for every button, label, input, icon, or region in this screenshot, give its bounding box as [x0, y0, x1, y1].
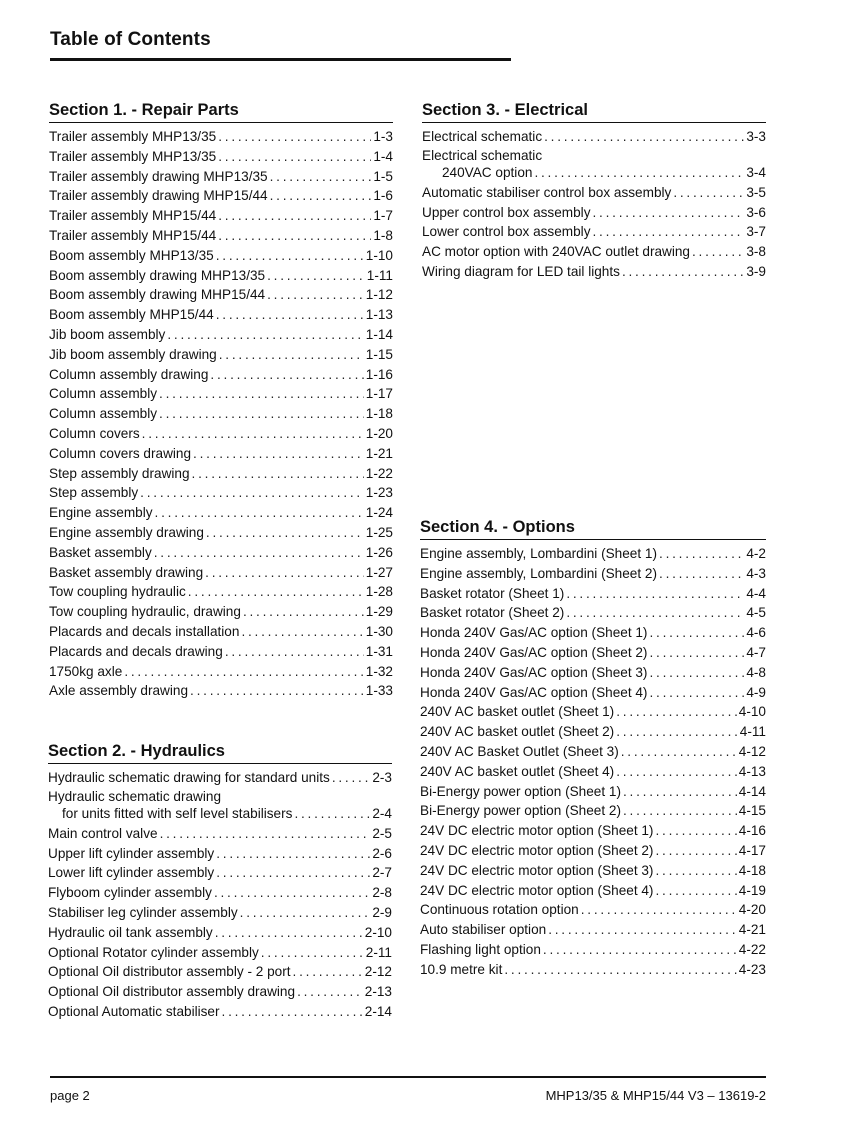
dot-leader [621, 742, 737, 762]
toc-entry[interactable] [48, 768, 392, 788]
toc-entry-title: Boom assembly MHP13/35 [49, 247, 214, 263]
toc-entry[interactable] [48, 903, 392, 923]
toc-entry[interactable] [49, 622, 393, 642]
toc-entry-title: 24V DC electric motor option (Sheet 1) [420, 823, 654, 839]
section-heading: Section 3. - Electrical [422, 101, 766, 123]
toc-entry[interactable] [422, 183, 766, 203]
toc-entry-page: 4-16 [738, 823, 766, 839]
toc-entry-title: Boom assembly MHP15/44 [49, 307, 214, 323]
toc-entry-title: Bi-Energy power option (Sheet 2) [420, 803, 621, 819]
dot-leader [159, 384, 364, 404]
toc-entry-subtitle: for units fitted with self level stabilisers [62, 805, 293, 821]
dot-leader [655, 881, 736, 901]
toc-entry[interactable] [422, 127, 766, 147]
toc-entry-page: 4-12 [738, 743, 766, 759]
dot-leader [593, 203, 745, 223]
toc-entry-page: 4-3 [746, 565, 766, 581]
dot-leader [673, 183, 744, 203]
dot-leader [216, 305, 364, 325]
toc-entry[interactable] [49, 365, 393, 385]
toc-entry-title: Boom assembly drawing MHP13/35 [49, 267, 266, 283]
toc-entry[interactable] [420, 702, 766, 722]
toc-entry[interactable] [422, 242, 766, 262]
toc-entry-page: 4-20 [738, 902, 766, 918]
dot-leader [332, 768, 371, 788]
toc-entry-title: Trailer assembly MHP13/35 [49, 129, 217, 144]
toc-entry[interactable] [48, 863, 392, 883]
dot-leader [659, 544, 744, 564]
toc-entry-title: Basket assembly drawing [49, 564, 204, 580]
toc-entry-page: 1-21 [365, 445, 393, 461]
dot-leader [167, 325, 363, 345]
toc-entry-page: 1-7 [373, 208, 393, 224]
toc-entry-title: Honda 240V Gas/AC option (Sheet 2) [420, 644, 648, 660]
toc-entry[interactable] [420, 584, 766, 604]
toc-entry[interactable] [422, 222, 766, 242]
dot-leader [215, 923, 363, 943]
toc-entry[interactable] [420, 623, 766, 643]
toc-entry-title: Auto stabiliser option [420, 922, 547, 938]
toc-entry[interactable] [420, 801, 766, 821]
toc-entry-page: 2-7 [372, 865, 392, 881]
toc-entry-page: 1-13 [365, 307, 393, 323]
title-rule [50, 58, 511, 61]
toc-entry-page: 1-30 [365, 623, 393, 639]
toc-entry-page: 1-20 [365, 425, 393, 441]
dot-leader [270, 167, 372, 187]
toc-entry-page: 4-5 [746, 605, 766, 621]
dot-leader [210, 365, 363, 385]
toc-entry-title: Wiring diagram for LED tail lights [422, 263, 620, 279]
toc-entry-page: 1-6 [373, 188, 393, 204]
dot-leader [566, 603, 744, 623]
toc-entry-title: Flyboom cylinder assembly [48, 885, 212, 901]
page-number: page 2 [50, 1088, 90, 1103]
toc-entry-title: Column assembly [49, 386, 158, 402]
toc-entry[interactable] [420, 663, 766, 683]
dot-leader [216, 844, 370, 864]
footer-rule [50, 1076, 766, 1078]
toc-entry-title: Trailer assembly MHP15/44 [49, 208, 217, 224]
toc-entry-title: Optional Oil distributor assembly drawing [48, 984, 296, 1000]
dot-leader [205, 563, 364, 583]
toc-entry-title: Upper lift cylinder assembly [48, 845, 215, 861]
toc-entry[interactable] [49, 662, 393, 682]
dot-leader [267, 285, 364, 305]
toc-entry-page: 1-28 [365, 584, 393, 600]
toc-entry-title: Column assembly drawing [49, 366, 209, 382]
toc-entry-page: 1-11 [366, 267, 393, 283]
dot-leader [659, 564, 744, 584]
toc-entry[interactable] [49, 681, 393, 701]
toc-entry-page: 4-21 [738, 922, 766, 938]
dot-leader [581, 900, 737, 920]
toc-entry-title: 24V DC electric motor option (Sheet 3) [420, 862, 654, 878]
dot-leader [218, 147, 371, 167]
toc-entry-page: 3-4 [746, 164, 766, 180]
toc-entry[interactable] [420, 841, 766, 861]
dot-leader [649, 683, 744, 703]
toc-entry-title: Engine assembly, Lombardini (Sheet 1) [420, 546, 658, 561]
toc-entry[interactable] [420, 900, 766, 920]
toc-entry[interactable] [49, 246, 393, 266]
document-id: MHP13/35 & MHP15/44 V3 – 13619-2 [545, 1088, 766, 1103]
toc-entry[interactable] [49, 345, 393, 365]
dot-leader [159, 404, 364, 424]
toc-entry-page: 2-4 [372, 805, 392, 821]
toc-entry-page: 4-17 [738, 842, 766, 858]
dot-leader [124, 662, 363, 682]
dot-leader [293, 962, 363, 982]
dot-leader [543, 940, 737, 960]
toc-entry[interactable] [49, 444, 393, 464]
toc-entry-page: 1-26 [365, 544, 393, 560]
toc-entry-title: 240V AC basket outlet (Sheet 4) [420, 763, 615, 779]
toc-entry-title: Bi-Energy power option (Sheet 1) [420, 783, 621, 799]
toc-entry-title: Trailer assembly drawing MHP13/35 [49, 168, 268, 184]
toc-entry-page: 2-5 [372, 825, 392, 841]
toc-entry-page: 1-24 [365, 505, 393, 521]
toc-entry-title: Trailer assembly drawing MHP15/44 [49, 188, 268, 204]
dot-leader [154, 543, 364, 563]
toc-entry[interactable] [49, 147, 393, 167]
toc-entry[interactable] [49, 186, 393, 206]
toc-entry-page: 4-6 [746, 625, 766, 641]
dot-leader [655, 841, 736, 861]
toc-entry[interactable] [49, 582, 393, 602]
toc-entry-title: 10.9 metre kit [420, 961, 503, 977]
toc-entry-title: Hydraulic schematic drawing [48, 788, 222, 804]
toc-entry-page: 1-16 [365, 366, 393, 382]
dot-leader [261, 943, 364, 963]
toc-entry[interactable] [49, 464, 393, 484]
toc-entry-title: Column covers drawing [49, 445, 192, 461]
toc-entry-page: 4-22 [738, 941, 766, 957]
dot-leader [267, 266, 365, 286]
toc-entry[interactable] [49, 305, 393, 325]
dot-leader [270, 186, 372, 206]
dot-leader [219, 345, 364, 365]
toc-entry-page: 3-8 [746, 244, 766, 260]
dot-leader [622, 262, 744, 282]
toc-entry-title: Flashing light option [420, 941, 541, 957]
toc-entry[interactable] [422, 203, 766, 223]
dot-leader [142, 424, 364, 444]
toc-entry[interactable] [420, 782, 766, 802]
toc-entry-title: Hydraulic oil tank assembly [48, 924, 213, 940]
dot-leader [140, 483, 364, 503]
dot-leader [216, 246, 364, 266]
toc-entry[interactable] [49, 503, 393, 523]
dot-leader [241, 622, 363, 642]
toc-entry-title: 1750kg axle [49, 663, 123, 679]
dot-leader [692, 242, 744, 262]
toc-entry-page: 4-7 [746, 644, 766, 660]
dot-leader [188, 582, 364, 602]
toc-entry[interactable] [49, 167, 393, 187]
toc-entry-page: 1-31 [365, 643, 393, 659]
toc-entry-title: Automatic stabiliser control box assembly [422, 184, 672, 200]
toc-entry[interactable] [49, 325, 393, 345]
toc-entry[interactable] [422, 147, 766, 183]
dot-leader [593, 222, 745, 242]
toc-entry[interactable] [48, 962, 392, 982]
toc-entry[interactable] [420, 564, 766, 584]
toc-entry[interactable] [49, 563, 393, 583]
toc-entry[interactable] [49, 424, 393, 444]
page-title: Table of Contents [50, 29, 211, 50]
toc-entry[interactable] [420, 960, 766, 980]
toc-entry-title: Lower control box assembly [422, 224, 591, 240]
toc-entry-title: Main control valve [48, 825, 158, 841]
toc-entry[interactable] [48, 824, 392, 844]
toc-entry-page: 1-8 [373, 227, 393, 243]
toc-entry-page: 1-4 [373, 148, 393, 164]
toc-entry-page: 3-5 [746, 184, 766, 200]
dot-leader [243, 602, 364, 622]
dot-leader [616, 762, 737, 782]
toc-entry-page: 4-23 [738, 961, 766, 977]
toc-entry-page: 3-7 [746, 224, 766, 240]
toc-entry[interactable] [49, 226, 393, 246]
toc-entry-page: 2-6 [372, 845, 392, 861]
toc-entry-title: Basket assembly [49, 544, 152, 560]
dot-leader [240, 903, 371, 923]
toc-entry-page: 1-25 [365, 524, 393, 540]
toc-entry-page: 2-10 [364, 924, 392, 940]
dot-leader [655, 821, 736, 841]
toc-entry-title: Optional Rotator cylinder assembly [48, 944, 259, 960]
toc-entry-page: 4-19 [738, 882, 766, 898]
toc-entry[interactable] [48, 1002, 392, 1022]
toc-entry[interactable] [49, 602, 393, 622]
toc-entry-subtitle: 240VAC option [442, 164, 533, 180]
toc-entry-title: Jib boom assembly drawing [49, 346, 217, 362]
toc-entry[interactable] [49, 642, 393, 662]
dot-leader [616, 702, 737, 722]
dot-leader [616, 722, 738, 742]
toc-entry[interactable] [420, 544, 766, 564]
toc-entry[interactable] [420, 881, 766, 901]
toc-entry[interactable] [49, 285, 393, 305]
toc-entry[interactable] [48, 923, 392, 943]
toc-entry[interactable] [420, 920, 766, 940]
toc-entry-title: Hydraulic schematic drawing for standard units [48, 770, 330, 785]
toc-entry[interactable] [49, 384, 393, 404]
toc-entry-title: Engine assembly, Lombardini (Sheet 2) [420, 565, 658, 581]
toc-entry-title: Tow coupling hydraulic, drawing [49, 604, 241, 620]
section-repair-parts [49, 101, 393, 701]
toc-entry[interactable] [420, 821, 766, 841]
toc-entry-title: Trailer assembly MHP15/44 [49, 227, 217, 243]
toc-entry-page: 1-22 [365, 465, 393, 481]
toc-entry[interactable] [420, 722, 766, 742]
toc-entry-page: 1-3 [373, 129, 393, 144]
dot-leader [218, 206, 371, 226]
toc-entry-title: Engine assembly [49, 505, 153, 521]
dot-leader [206, 523, 364, 543]
toc-entry-title: Engine assembly drawing [49, 524, 204, 540]
toc-entry-title: Optional Oil distributor assembly - 2 port [48, 964, 291, 980]
toc-entry-page: 1-23 [365, 485, 393, 501]
dot-leader [214, 883, 370, 903]
toc-entry-title: 240V AC Basket Outlet (Sheet 3) [420, 743, 619, 759]
toc-entry-title: Stabiliser leg cylinder assembly [48, 904, 238, 920]
toc-entry-page: 1-12 [365, 287, 393, 303]
toc-entry-page: 1-10 [365, 247, 393, 263]
section-heading: Section 1. - Repair Parts [49, 101, 393, 123]
toc-entry-page: 2-11 [365, 944, 392, 960]
toc-entry-page: 2-8 [372, 885, 392, 901]
dot-leader [548, 920, 737, 940]
toc-entry-page: 1-15 [365, 346, 393, 362]
toc-entry[interactable] [420, 742, 766, 762]
dot-leader [218, 226, 371, 246]
toc-entry-title: Axle assembly drawing [49, 683, 189, 699]
toc-entry-title: Upper control box assembly [422, 204, 591, 220]
toc-entry-title: Step assembly [49, 485, 139, 501]
toc-entry-page: 3-6 [746, 204, 766, 220]
dot-leader [649, 623, 744, 643]
toc-entry-page: 4-11 [739, 724, 766, 740]
dot-leader [222, 1002, 363, 1022]
dot-leader [190, 681, 364, 701]
toc-entry[interactable] [48, 788, 392, 824]
toc-entry-page: 1-5 [373, 168, 393, 184]
toc-entry[interactable] [420, 643, 766, 663]
toc-entry-page: 2-14 [364, 1003, 392, 1019]
toc-entry[interactable] [420, 762, 766, 782]
toc-entry-page: 4-18 [738, 862, 766, 878]
toc-entry-page: 1-29 [365, 604, 393, 620]
dot-leader [192, 464, 364, 484]
toc-entry-title: Continuous rotation option [420, 902, 579, 918]
toc-entry-title: Lower lift cylinder assembly [48, 865, 215, 881]
section-options [420, 518, 766, 980]
dot-leader [216, 863, 370, 883]
toc-entry-page: 2-3 [372, 770, 392, 785]
toc-entry-page: 4-14 [738, 783, 766, 799]
toc-entry[interactable] [48, 883, 392, 903]
toc-entry-title: Honda 240V Gas/AC option (Sheet 4) [420, 684, 648, 700]
toc-entry[interactable] [49, 266, 393, 286]
toc-entry-page: 4-15 [738, 803, 766, 819]
toc-entry-page: 4-13 [738, 763, 766, 779]
toc-entry[interactable] [49, 483, 393, 503]
toc-entry[interactable] [422, 262, 766, 282]
toc-entry-title: Basket rotator (Sheet 1) [420, 585, 565, 601]
toc-entry-title: Honda 240V Gas/AC option (Sheet 1) [420, 625, 648, 641]
dot-leader [534, 164, 744, 181]
toc-entry-title: Column assembly [49, 406, 158, 422]
toc-entry[interactable] [420, 683, 766, 703]
dot-leader [218, 127, 371, 147]
toc-entry-page: 1-14 [365, 326, 393, 342]
toc-entry-page: 4-4 [746, 585, 766, 601]
toc-entry-page: 3-3 [746, 129, 766, 144]
toc-entry-page: 4-9 [746, 684, 766, 700]
dot-leader [155, 503, 364, 523]
toc-entry-title: Placards and decals drawing [49, 643, 223, 659]
toc-entry-page: 1-33 [365, 683, 393, 699]
toc-entry-title: Placards and decals installation [49, 623, 240, 639]
dot-leader [544, 127, 744, 147]
section-hydraulics [48, 742, 392, 1022]
toc-entry[interactable] [420, 603, 766, 623]
section-electrical [422, 101, 766, 282]
toc-entry[interactable] [48, 844, 392, 864]
dot-leader [649, 643, 744, 663]
toc-entry-title: Step assembly drawing [49, 465, 190, 481]
toc-entry[interactable] [49, 523, 393, 543]
toc-entry-title: 240V AC basket outlet (Sheet 1) [420, 704, 615, 720]
toc-entry-title: 240V AC basket outlet (Sheet 2) [420, 724, 615, 740]
toc-entry-title: 24V DC electric motor option (Sheet 4) [420, 882, 654, 898]
dot-leader [566, 584, 744, 604]
toc-entry-title: 24V DC electric motor option (Sheet 2) [420, 842, 654, 858]
dot-leader [649, 663, 744, 683]
toc-entry-page: 4-10 [738, 704, 766, 720]
dot-leader [193, 444, 364, 464]
toc-entry-title: AC motor option with 240VAC outlet drawing [422, 244, 690, 260]
toc-entry-page: 4-8 [746, 664, 766, 680]
toc-entry-page: 2-12 [364, 964, 392, 980]
toc-entry-title: Trailer assembly MHP13/35 [49, 148, 217, 164]
toc-entry[interactable] [420, 940, 766, 960]
toc-entry[interactable] [49, 206, 393, 226]
toc-entry[interactable] [49, 543, 393, 563]
section-heading: Section 2. - Hydraulics [48, 742, 392, 764]
toc-entry-title: Honda 240V Gas/AC option (Sheet 3) [420, 664, 648, 680]
toc-entry-title: Boom assembly drawing MHP15/44 [49, 287, 266, 303]
dot-leader [623, 801, 737, 821]
toc-entry-title: Jib boom assembly [49, 326, 166, 342]
toc-entry-page: 1-18 [365, 406, 393, 422]
toc-entry[interactable] [420, 861, 766, 881]
toc-entry-page: 1-27 [365, 564, 393, 580]
dot-leader [297, 982, 363, 1002]
toc-entry-title: Basket rotator (Sheet 2) [420, 605, 565, 621]
dot-leader [160, 824, 371, 844]
toc-entry[interactable] [49, 404, 393, 424]
section-heading: Section 4. - Options [420, 518, 766, 540]
toc-entry-title: Electrical schematic [422, 129, 543, 144]
dot-leader [225, 642, 364, 662]
toc-entry-page: 2-9 [372, 904, 392, 920]
dot-leader [623, 782, 737, 802]
toc-entry-page: 1-32 [365, 663, 393, 679]
toc-entry-page: 4-2 [746, 546, 766, 561]
toc-entry-title: Electrical schematic [422, 147, 543, 163]
toc-entry[interactable] [48, 982, 392, 1002]
toc-entry-title: Optional Automatic stabiliser [48, 1003, 220, 1019]
dot-leader [655, 861, 736, 881]
toc-entry-page: 1-17 [365, 386, 393, 402]
toc-entry-title: Tow coupling hydraulic [49, 584, 186, 600]
dot-leader [294, 805, 370, 822]
dot-leader [504, 960, 736, 980]
toc-entry[interactable] [49, 127, 393, 147]
toc-entry-page: 2-13 [364, 984, 392, 1000]
toc-entry[interactable] [48, 943, 392, 963]
toc-entry-title: Column covers [49, 425, 140, 441]
toc-entry-page: 3-9 [746, 263, 766, 279]
